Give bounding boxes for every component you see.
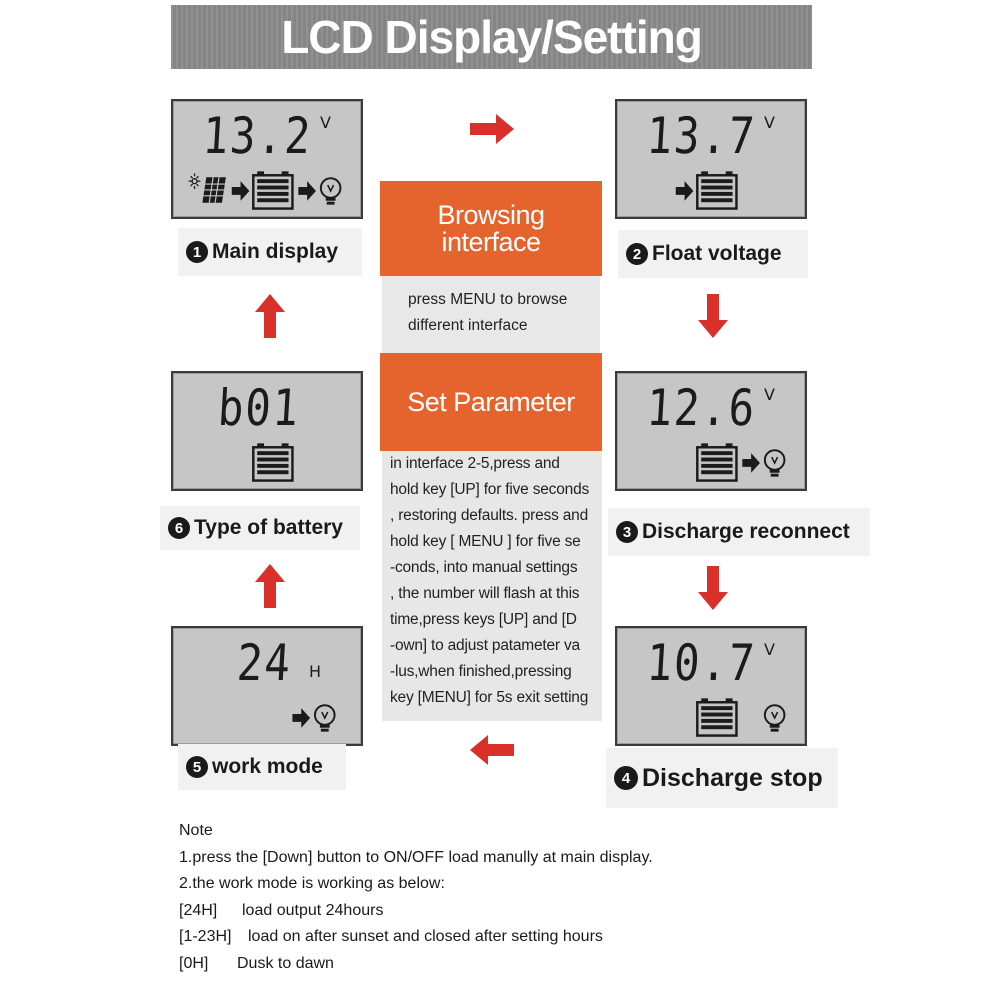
browsing-title-line2: interface <box>441 226 541 257</box>
battery-icon <box>697 443 736 480</box>
bulb-icon <box>321 178 341 204</box>
setparam-line: time,press keys [UP] and [D <box>390 611 577 628</box>
work-mode-unit: H <box>308 662 321 681</box>
work-mode-key: [0H] <box>179 954 209 972</box>
caption-label: Discharge stop <box>642 763 823 792</box>
note-line: 2.the work mode is working as below: <box>179 875 445 893</box>
bulb-icon <box>765 450 785 476</box>
lcd-discharge-stop <box>615 626 807 746</box>
setparam-line: key [MENU] for 5s exit setting <box>390 689 589 706</box>
setparam-line: , the number will flash at this <box>390 585 580 602</box>
reconnect-icons <box>617 435 805 485</box>
arrow-right-icon <box>232 181 250 201</box>
setparam-line: in interface 2-5,press and <box>390 455 560 472</box>
main-display-icons <box>173 163 361 213</box>
work-mode-reading: 24 <box>235 634 294 692</box>
setparam-line: -conds, into manual settings <box>390 559 578 576</box>
work-mode-desc: load output 24hours <box>242 901 384 919</box>
bulb-icon <box>765 705 785 731</box>
bulb-icon <box>315 705 335 731</box>
lcd-float-voltage <box>615 99 807 219</box>
caption-label: Type of battery <box>194 516 343 539</box>
float-voltage-reading: 13.7 <box>644 107 758 165</box>
setparam-line: -own] to adjust patameter va <box>390 637 580 654</box>
lcd-main-display <box>171 99 363 219</box>
flow-arrow-left-icon <box>470 735 514 765</box>
work-mode-row <box>179 951 653 978</box>
caption-label: Main display <box>212 240 339 263</box>
caption-work-mode <box>178 744 346 790</box>
step-number-badge: 5 <box>186 756 208 778</box>
main-voltage-unit: V <box>320 113 331 132</box>
note-section <box>179 818 653 978</box>
setparam-line: hold key [ MENU ] for five se <box>390 533 581 550</box>
main-voltage-reading: 13.2 <box>200 107 314 165</box>
browsing-title-line1: Browsing <box>437 200 545 231</box>
browsing-description <box>382 276 600 356</box>
float-voltage-unit: V <box>764 113 775 132</box>
stop-voltage-unit: V <box>764 640 775 659</box>
flow-arrow-up-icon <box>255 294 285 338</box>
battery-icon <box>697 171 736 208</box>
lcd-discharge-reconnect <box>615 371 807 491</box>
float-voltage-icons <box>617 163 805 213</box>
set-parameter-title: Set Parameter <box>407 386 575 417</box>
title-banner <box>171 5 812 69</box>
lcd-battery-type <box>171 371 363 491</box>
caption-float-voltage <box>618 230 808 278</box>
flow-arrow-down-icon <box>698 294 728 338</box>
arrow-right-icon <box>676 181 694 201</box>
solar-panel-icon <box>189 173 226 202</box>
work-mode-key: [24H] <box>179 901 218 919</box>
work-mode-desc: load on after sunset and closed after setting hours <box>248 928 603 946</box>
flow-arrow-up-icon <box>255 564 285 608</box>
flow-arrow-down-icon <box>698 566 728 610</box>
reconnect-voltage-unit: V <box>764 385 775 404</box>
caption-discharge-reconnect <box>608 508 870 556</box>
set-parameter-description <box>382 451 602 721</box>
caption-label: Discharge reconnect <box>642 520 850 543</box>
caption-discharge-stop <box>606 748 838 808</box>
setparam-line: -lus,when finished,pressing <box>390 663 572 680</box>
caption-battery-type <box>160 506 360 550</box>
battery-icon <box>697 698 736 735</box>
discharge-stop-icons <box>617 690 805 740</box>
work-mode-row <box>179 924 653 951</box>
stop-voltage-reading: 10.7 <box>644 634 758 692</box>
note-line: 1.press the [Down] button to ON/OFF load manully at main display. <box>179 848 653 866</box>
work-mode-row <box>179 898 653 925</box>
battery-type-reading: b01 <box>215 379 302 437</box>
step-number-badge: 3 <box>616 521 638 543</box>
arrow-right-icon <box>298 181 316 201</box>
arrow-right-icon <box>742 453 760 473</box>
step-number-badge: 6 <box>168 517 190 539</box>
reconnect-voltage-reading: 12.6 <box>644 379 758 437</box>
browsing-interface-header <box>380 181 602 276</box>
setparam-line: , restoring defaults. press and <box>390 507 588 524</box>
step-number-badge: 2 <box>626 243 648 265</box>
caption-label: Float voltage <box>652 242 782 265</box>
arrow-right-icon <box>292 708 310 728</box>
battery-type-icons <box>173 435 361 485</box>
battery-icon <box>253 171 292 208</box>
step-number-badge: 1 <box>186 241 208 263</box>
page-title: LCD Display/Setting <box>281 11 702 63</box>
setparam-line: hold key [UP] for five seconds <box>390 481 590 498</box>
work-mode-key: [1-23H] <box>179 928 232 946</box>
step-number-badge: 4 <box>614 766 638 790</box>
browsing-desc-line: different interface <box>408 317 528 334</box>
battery-icon <box>253 443 292 480</box>
flow-arrow-right-icon <box>470 114 514 144</box>
caption-main-display <box>178 228 362 276</box>
lcd-work-mode <box>171 626 363 746</box>
work-mode-desc: Dusk to dawn <box>237 954 334 972</box>
caption-label: work mode <box>212 755 323 778</box>
note-heading: Note <box>179 822 213 839</box>
browsing-desc-line: press MENU to browse <box>408 291 568 308</box>
set-parameter-header <box>380 353 602 451</box>
work-mode-icons <box>173 690 361 740</box>
